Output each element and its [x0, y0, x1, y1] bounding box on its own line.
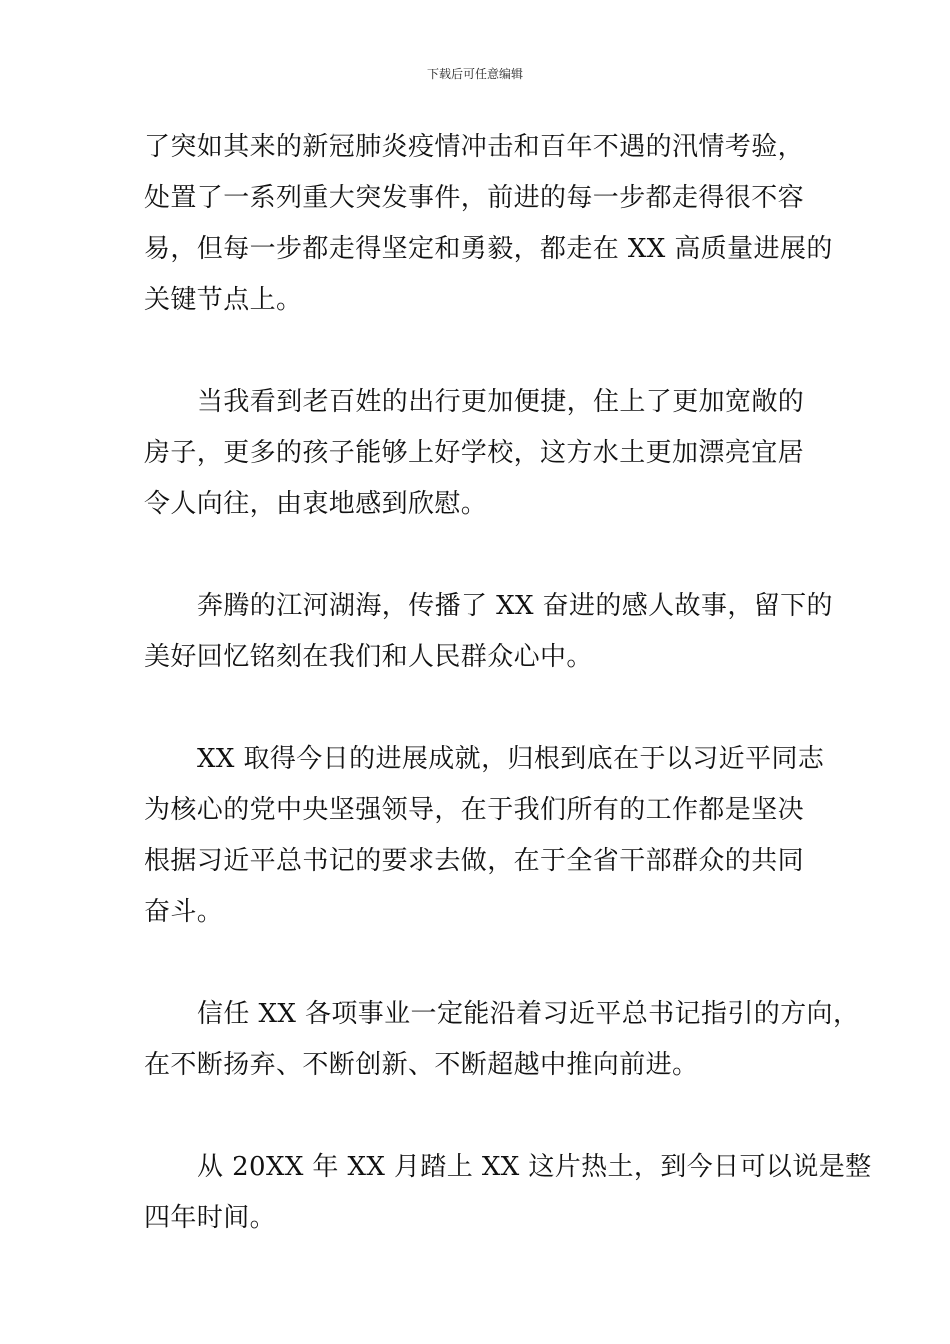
paragraph-spacer	[144, 1091, 806, 1142]
paragraph-line: 在不断扬弃、不断创新、不断超越中推向前进。	[144, 1050, 699, 1080]
paragraph-line: 从 20XX 年 XX 月踏上 XX 这片热土，到今日可以说是整	[197, 1152, 872, 1182]
document-body	[144, 122, 872, 1244]
paragraph-line: 易，但每一步都走得坚定和勇毅，都走在 XX 高质量进展的	[144, 234, 833, 264]
paragraph-line: 信任 XX 各项事业一定能沿着习近平总书记指引的方向，	[197, 999, 860, 1029]
paragraph-line: 根据习近平总书记的要求去做，在于全省干部群众的共同	[144, 846, 805, 876]
header-note: 下载后可任意编辑	[426, 67, 523, 81]
paragraph-line: 房子，更多的孩子能够上好学校，这方水土更加漂亮宜居	[144, 438, 805, 468]
paragraph-5	[144, 989, 860, 1091]
paragraph-4	[144, 734, 825, 938]
paragraph-line: 关键节点上。	[144, 285, 303, 315]
paragraph-line: 美好回忆铭刻在我们和人民群众心中。	[144, 642, 593, 672]
paragraph-spacer	[144, 530, 806, 581]
paragraph-line: 四年时间。	[144, 1203, 277, 1233]
paragraph-spacer	[144, 326, 806, 377]
paragraph-3	[144, 581, 833, 683]
paragraph-line: XX 取得今日的进展成就，归根到底在于以习近平同志	[197, 744, 825, 774]
paragraph-line: 令人向往，由衷地感到欣慰。	[144, 489, 488, 519]
paragraph-spacer	[144, 938, 806, 989]
paragraph-line: 了突如其来的新冠肺炎疫情冲击和百年不遇的汛情考验，	[144, 132, 805, 162]
paragraph-spacer	[144, 683, 806, 734]
paragraph-2	[144, 377, 806, 530]
paragraph-line: 为核心的党中央坚强领导，在于我们所有的工作都是坚决	[144, 795, 805, 825]
paragraph-line: 当我看到老百姓的出行更加便捷，住上了更加宽敞的	[197, 387, 805, 417]
paragraph-1	[144, 122, 833, 326]
paragraph-line: 处置了一系列重大突发事件，前进的每一步都走得很不容	[144, 183, 805, 213]
paragraph-line: 奔腾的江河湖海，传播了 XX 奋进的感人故事，留下的	[197, 591, 833, 621]
paragraph-line: 奋斗。	[144, 897, 224, 927]
paragraph-6	[144, 1142, 872, 1244]
